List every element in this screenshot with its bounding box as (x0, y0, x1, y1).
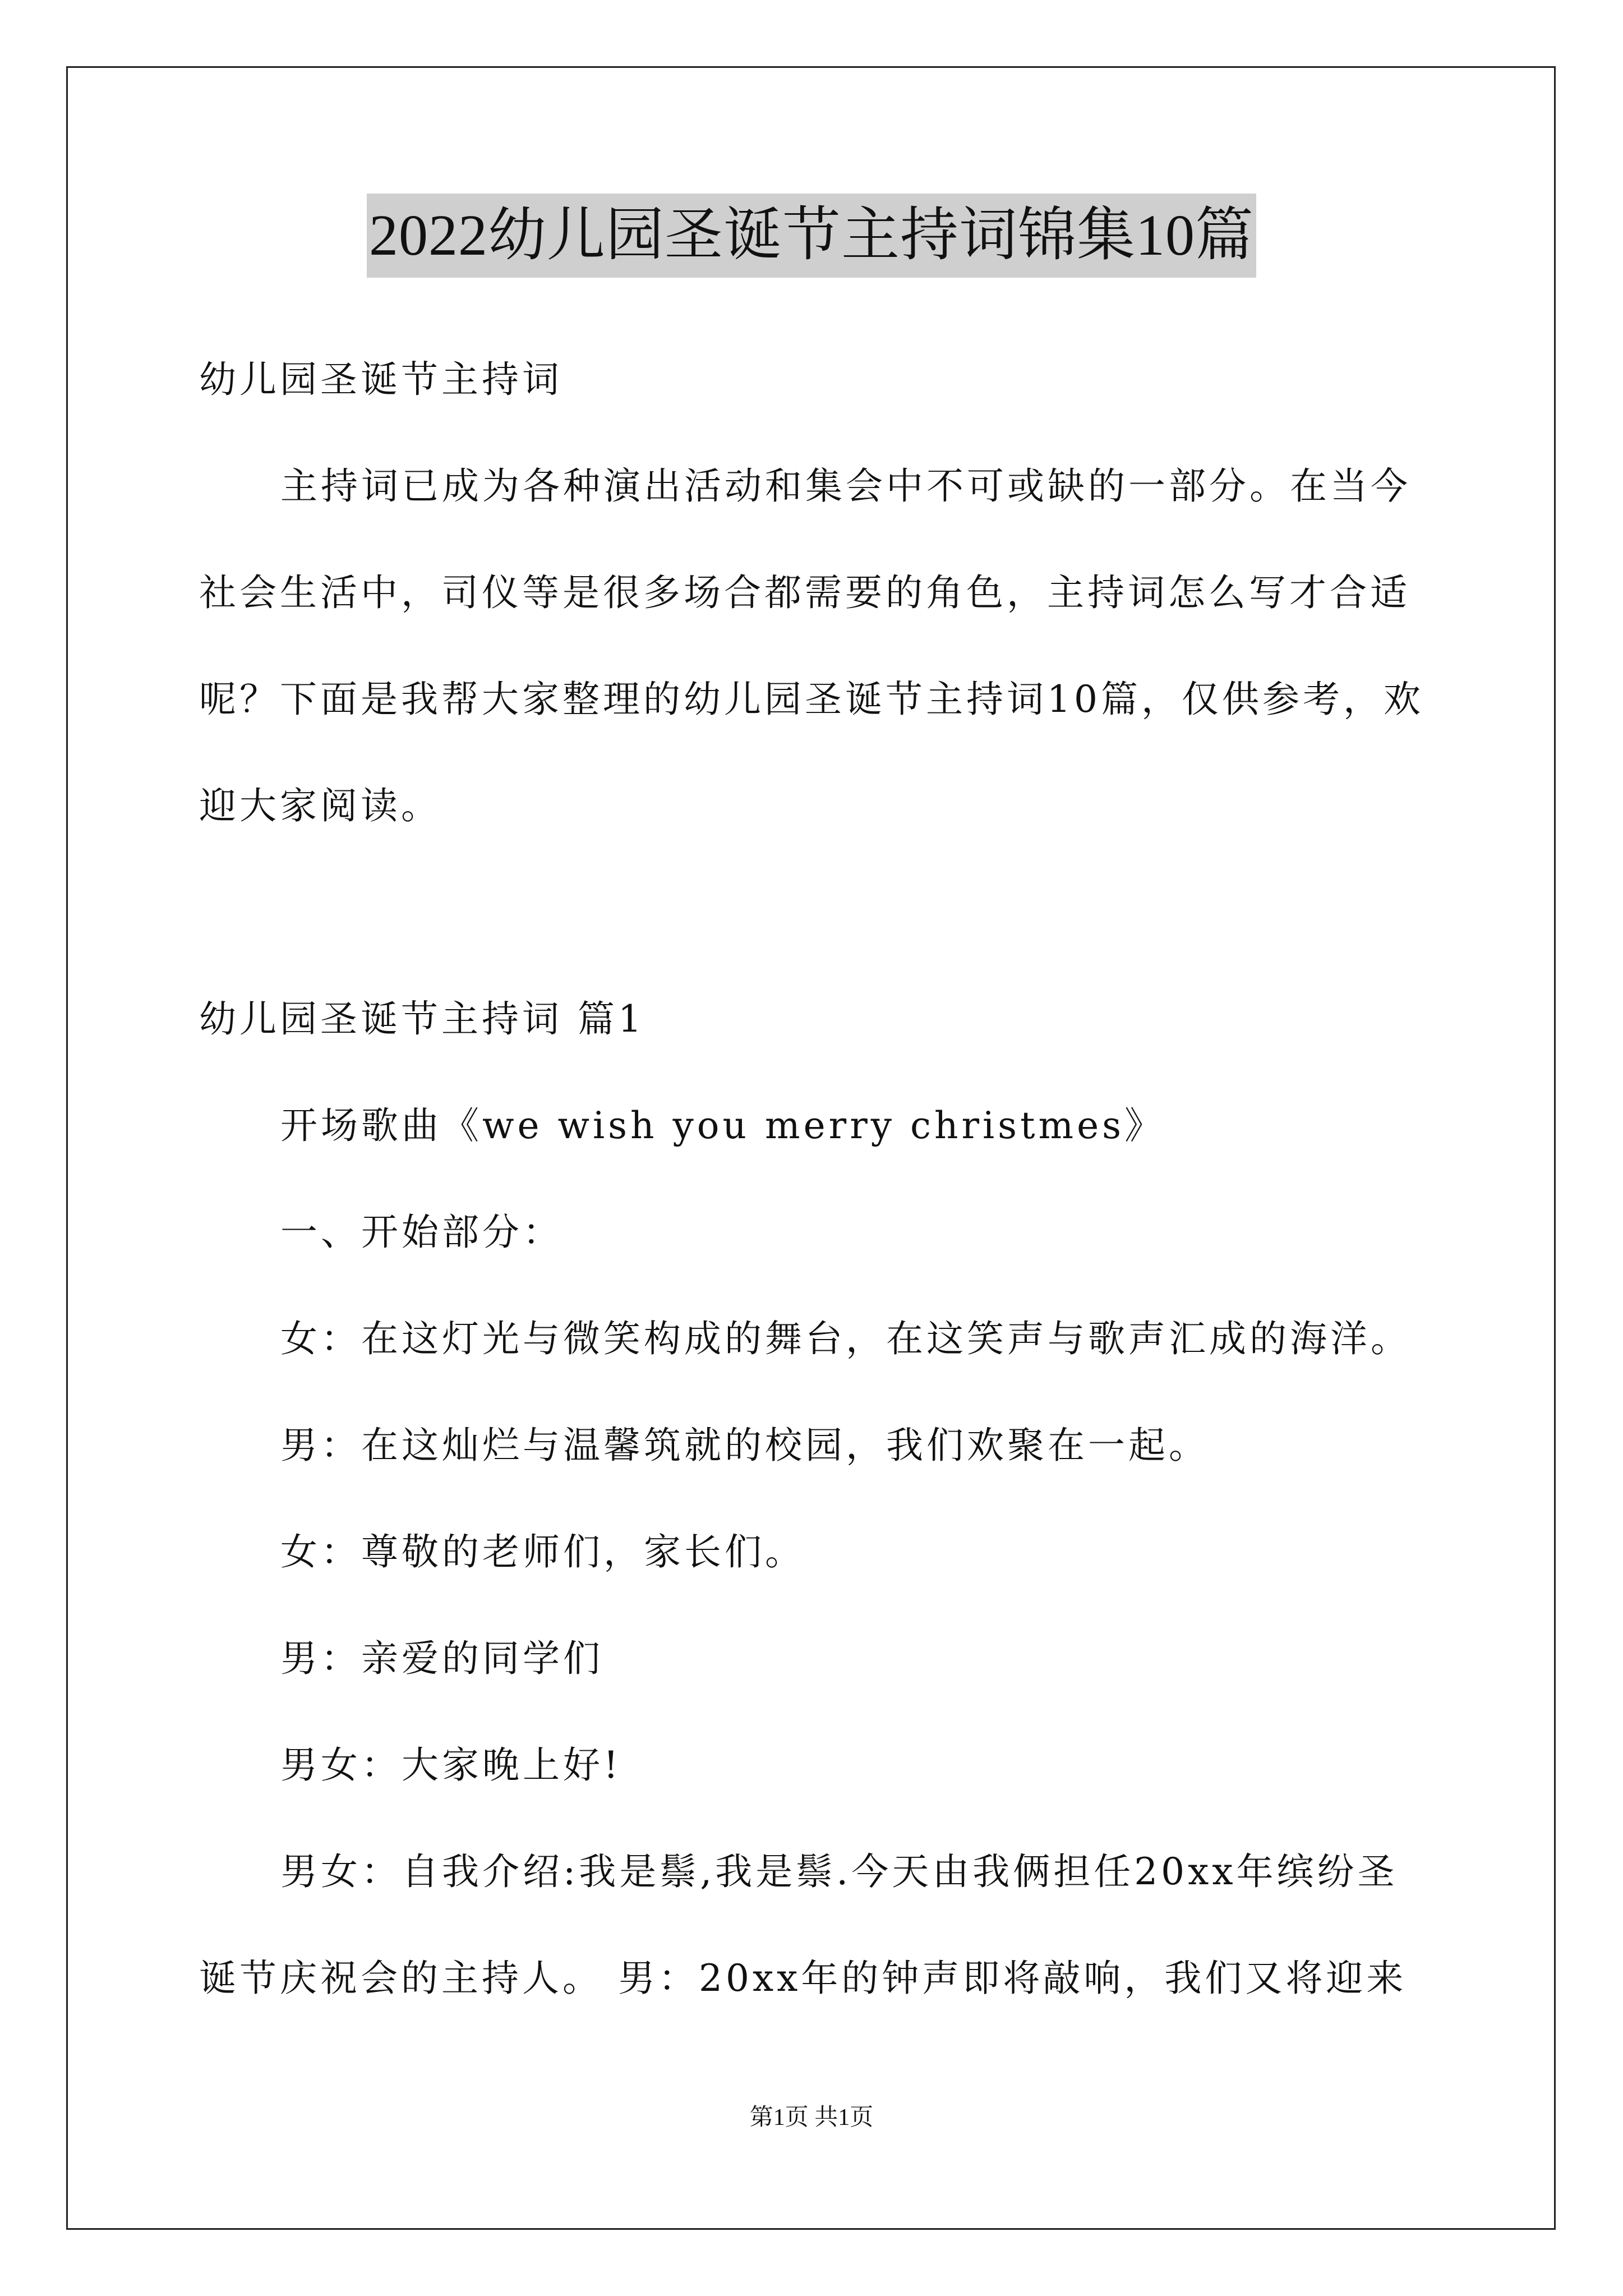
paragraph-line: 诞节庆祝会的主持人。 男：20xx年的钟声即将敲响，我们又将迎来 (199, 1957, 1407, 2000)
paragraph-line: 呢？下面是我帮大家整理的幼儿园圣诞节主持词10篇，仅供参考，欢 (199, 678, 1424, 721)
paragraph-line: 女：在这灯光与微笑构成的舞台，在这笑声与歌声汇成的海洋。 (280, 1317, 1411, 1360)
section-heading: 幼儿园圣诞节主持词 (199, 358, 562, 401)
paragraph-line: 男女：大家晚上好! (280, 1743, 622, 1787)
page-footer: 第1页 共1页 (749, 2105, 874, 2131)
paragraph-line: 女：尊敬的老师们，家长们。 (280, 1530, 805, 1573)
paragraph-line: 主持词已成为各种演出活动和集会中不可或缺的一部分。在当今 (280, 464, 1411, 508)
paragraph-line: 开场歌曲《we wish you merry christmes》 (280, 1104, 1165, 1147)
paragraph-line: 男：在这灿烂与温馨筑就的校园，我们欢聚在一起。 (280, 1424, 1209, 1467)
title-wrap (0, 194, 1623, 278)
paragraph-line: 男：亲爱的同学们 (280, 1637, 603, 1680)
paragraph-line: 一、开始部分： (280, 1211, 563, 1254)
paragraph-line: 社会生活中，司仪等是很多场合都需要的角色，主持词怎么写才合适 (199, 571, 1410, 614)
section-heading: 幼儿园圣诞节主持词 篇1 (199, 997, 645, 1041)
paragraph-line: 迎大家阅读。 (199, 784, 441, 827)
document-title: 2022幼儿园圣诞节主持词锦集10篇 (367, 194, 1256, 278)
paragraph-line: 男女：自我介绍:我是鬃,我是鬃.今天由我俩担任20xx年缤纷圣 (280, 1850, 1398, 1893)
